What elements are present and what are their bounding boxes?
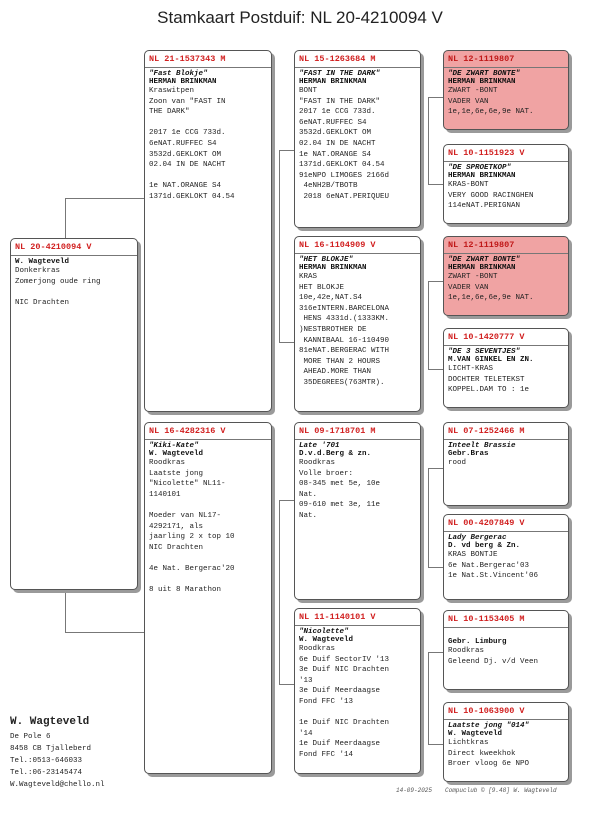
connector-line bbox=[428, 652, 444, 653]
ring-number: NL 11-1140101 V bbox=[299, 612, 376, 622]
ring-number: NL 10-1151923 V bbox=[448, 148, 525, 158]
pedigree-card-ggm-3 bbox=[443, 514, 569, 600]
pigeon-name: Laatste jong "014" bbox=[448, 722, 530, 730]
breeder-name: HERMAN BRINKMAN bbox=[149, 78, 217, 86]
connector-line bbox=[428, 369, 444, 370]
page-title: Stamkaart Postduif: NL 20-4210094 V bbox=[157, 8, 443, 27]
card-details: Roodkras Volle broer: 08-345 met 5e, 10e Nat. 09-610 met 3e, 11e Nat. bbox=[299, 459, 381, 520]
ring-number: NL 07-1252466 M bbox=[448, 426, 525, 436]
connector-line bbox=[428, 567, 444, 568]
pedigree-card-ggm-2 bbox=[443, 328, 569, 408]
pigeon-name: "FAST IN THE DARK" bbox=[299, 70, 381, 78]
breeder-name: W. Wagteveld bbox=[299, 636, 354, 644]
ring-number: NL 10-1153405 M bbox=[448, 614, 525, 624]
pedigree-card-mother bbox=[144, 422, 272, 774]
card-details: rood bbox=[448, 459, 467, 467]
ring-number: NL 00-4207849 V bbox=[448, 518, 525, 528]
breeder-name: Gebr.Bras bbox=[448, 450, 489, 458]
pigeon-name: Inteelt Brassie bbox=[448, 442, 516, 450]
card-divider bbox=[295, 67, 420, 68]
pedigree-card-ggm-4 bbox=[443, 702, 569, 782]
card-divider bbox=[145, 67, 271, 68]
ring-number: NL 21-1537343 M bbox=[149, 54, 226, 64]
card-details: KRAS-BONT VERY GOOD RACINGHEN 114eNAT.PERIGNAN bbox=[448, 181, 534, 211]
breeder-name: W. Wagteveld bbox=[448, 730, 503, 738]
card-divider bbox=[444, 253, 568, 254]
ring-number: NL 10-1063900 V bbox=[448, 706, 525, 716]
owner-address: De Pole 6 bbox=[10, 733, 51, 741]
connector-line bbox=[428, 744, 444, 745]
connector-line bbox=[428, 468, 444, 469]
connector-line bbox=[428, 184, 444, 185]
connector-line bbox=[65, 198, 66, 242]
card-divider bbox=[444, 161, 568, 162]
owner-city: 8458 CB Tjalleberd bbox=[10, 745, 92, 753]
card-divider bbox=[295, 625, 420, 626]
pedigree-card-grandmother-paternal bbox=[294, 236, 421, 412]
card-divider bbox=[11, 255, 137, 256]
card-divider bbox=[444, 345, 568, 346]
pedigree-card-ggf-2 bbox=[443, 236, 569, 316]
breeder-name: W. Wagteveld bbox=[15, 258, 70, 266]
card-details: ZWART -BONT VADER VAN 1e,1e,6e,6e,9e NAT. bbox=[448, 273, 534, 303]
owner-email: W.Wagteveld@chello.nl bbox=[10, 781, 105, 789]
ring-number: NL 16-4282316 V bbox=[149, 426, 226, 436]
connector-line bbox=[279, 500, 280, 684]
card-details: Roodkras 6e Duif SectorIV '13 3e Duif NIC Drachten '13 3e Duif Meerdaagse Fond FFC '13 1e Duif NIC Drachten '14 1e Duif Meerdaagse Fond FFC '14 bbox=[299, 645, 390, 759]
ring-number: NL 20-4210094 V bbox=[15, 242, 92, 252]
pedigree-card-subject bbox=[10, 238, 138, 590]
breeder-name: HERMAN BRINKMAN bbox=[299, 264, 367, 272]
connector-line bbox=[428, 281, 429, 369]
ring-number: NL 16-1104909 V bbox=[299, 240, 376, 250]
card-details: LICHT-KRAS DOCHTER TELETEKST KOPPEL.DAM TO : 1e bbox=[448, 365, 530, 395]
connector-line bbox=[428, 468, 429, 567]
connector-line bbox=[428, 97, 444, 98]
print-date: 14-09-2025 bbox=[396, 787, 433, 794]
connector-line bbox=[428, 97, 429, 184]
breeder-name: HERMAN BRINKMAN bbox=[448, 78, 516, 86]
breeder-name: Gebr. Limburg bbox=[448, 638, 507, 646]
pigeon-name: "Fast Blokje" bbox=[149, 70, 208, 78]
connector-line bbox=[279, 150, 280, 342]
pigeon-name: "HET BLOKJE" bbox=[299, 256, 354, 264]
pigeon-name: "DE ZWART BONTE" bbox=[448, 256, 521, 264]
pigeon-name: "Nicolette" bbox=[299, 628, 349, 636]
pigeon-name: "Kiki-Kate" bbox=[149, 442, 199, 450]
breeder-name: M.VAN GINKEL EN ZN. bbox=[448, 356, 534, 364]
card-divider bbox=[444, 531, 568, 532]
pigeon-name: "DE ZWART BONTE" bbox=[448, 70, 521, 78]
card-details: Roodkras Geleend Dj. v/d Veen bbox=[448, 647, 539, 666]
breeder-name: W. Wagteveld bbox=[149, 450, 204, 458]
connector-line bbox=[65, 592, 66, 632]
pedigree-card-ggf-1 bbox=[443, 50, 569, 130]
card-divider bbox=[295, 253, 420, 254]
breeder-name: HERMAN BRINKMAN bbox=[448, 172, 516, 180]
connector-line bbox=[428, 281, 444, 282]
pedigree-card-grandmother-maternal bbox=[294, 608, 421, 774]
connector-line bbox=[65, 198, 145, 199]
card-details: KRAS BONTJE 6e Nat.Bergerac'03 1e Nat.St.Vincent'06 bbox=[448, 551, 539, 581]
owner-phone-1: Tel.:0513-646033 bbox=[10, 757, 83, 765]
ring-number: NL 12-1119807 bbox=[448, 240, 515, 250]
pedigree-card-grandfather-paternal bbox=[294, 50, 421, 228]
pigeon-name: Late '701 bbox=[299, 442, 340, 450]
software-credit: Compuclub © [9.48] W. Wagteveld bbox=[445, 787, 557, 794]
pigeon-name: Lady Bergerac bbox=[448, 534, 507, 542]
card-divider bbox=[444, 67, 568, 68]
connector-line bbox=[279, 342, 295, 343]
breeder-name: D.v.d.Berg & zn. bbox=[299, 450, 372, 458]
owner-name: W. Wagteveld bbox=[10, 716, 90, 728]
pigeon-name: "DE 3 SEVENTJES" bbox=[448, 348, 521, 356]
pedigree-card-grandfather-maternal bbox=[294, 422, 421, 600]
card-details: Donkerkras Zomerjong oude ring NIC Drachten bbox=[15, 267, 101, 307]
card-divider bbox=[444, 719, 568, 720]
card-divider bbox=[295, 439, 420, 440]
pedigree-card-ggm-1 bbox=[443, 144, 569, 224]
connector-line bbox=[65, 632, 145, 633]
card-divider bbox=[444, 627, 568, 628]
card-divider bbox=[145, 439, 271, 440]
card-details: Roodkras Laatste jong "Nicolette" NL11- 1140101 Moeder van NL17- 4292171, als jaarling 2 x top 10 NIC Drachten 4e Nat. Bergerac'20 8 uit 8 Marathon bbox=[149, 459, 235, 595]
breeder-name: HERMAN BRINKMAN bbox=[299, 78, 367, 86]
connector-line bbox=[279, 500, 295, 501]
pigeon-name: "DE SPROETKOP" bbox=[448, 164, 512, 172]
card-divider bbox=[444, 439, 568, 440]
connector-line bbox=[428, 652, 429, 744]
ring-number: NL 09-1718701 M bbox=[299, 426, 376, 436]
card-details: ZWART -BONT VADER VAN 1e,1e,6e,6e,9e NAT. bbox=[448, 87, 534, 117]
connector-line bbox=[279, 684, 295, 685]
pedigree-card-father bbox=[144, 50, 272, 412]
ring-number: NL 12-1119807 bbox=[448, 54, 515, 64]
connector-line bbox=[279, 150, 295, 151]
card-details: KRAS HET BLOKJE 10e,42e,NAT.S4 316eINTERN.BARCELONA HENS 4331d.(1333KM. )NESTBROTHER DE KANNIBAAL 16-110490 81eNAT.BERGERAC WITH MORE THAN 2 HOURS AHEAD.MORE THAN 35DEGREES(763MTR). bbox=[299, 273, 390, 387]
ring-number: NL 15-1263684 M bbox=[299, 54, 376, 64]
card-details: Lichtkras Direct kweekhok Broer vloog 6e NPO bbox=[448, 739, 530, 769]
pedigree-card-ggf-3 bbox=[443, 422, 569, 506]
owner-phone-2: Tel.:06-23145474 bbox=[10, 769, 83, 777]
breeder-name: D. vd berg & Zn. bbox=[448, 542, 521, 550]
pedigree-card-ggf-4 bbox=[443, 610, 569, 690]
card-details: Kraswitpen Zoon van "FAST IN THE DARK" 2017 1e CCG 733d. 6eNAT.RUFFEC S4 3532d.GEKLOKT OM 02.04 IN DE NACHT 1e NAT.ORANGE S4 1371d.GEKLOKT 04.54 bbox=[149, 87, 235, 201]
breeder-name: HERMAN BRINKMAN bbox=[448, 264, 516, 272]
card-details: BONT "FAST IN THE DARK" 2017 1e CCG 733d. 6eNAT.RUFFEC S4 3532d.GEKLOKT OM 02.04 IN DE NACHT 1e NAT.ORANGE S4 1371d.GEKLOKT 04.54 91eNPO LIMOGES 2166d 4eNH2B/TBOTB 2018 6eNAT.PERIQUEU bbox=[299, 87, 390, 201]
ring-number: NL 10-1420777 V bbox=[448, 332, 525, 342]
